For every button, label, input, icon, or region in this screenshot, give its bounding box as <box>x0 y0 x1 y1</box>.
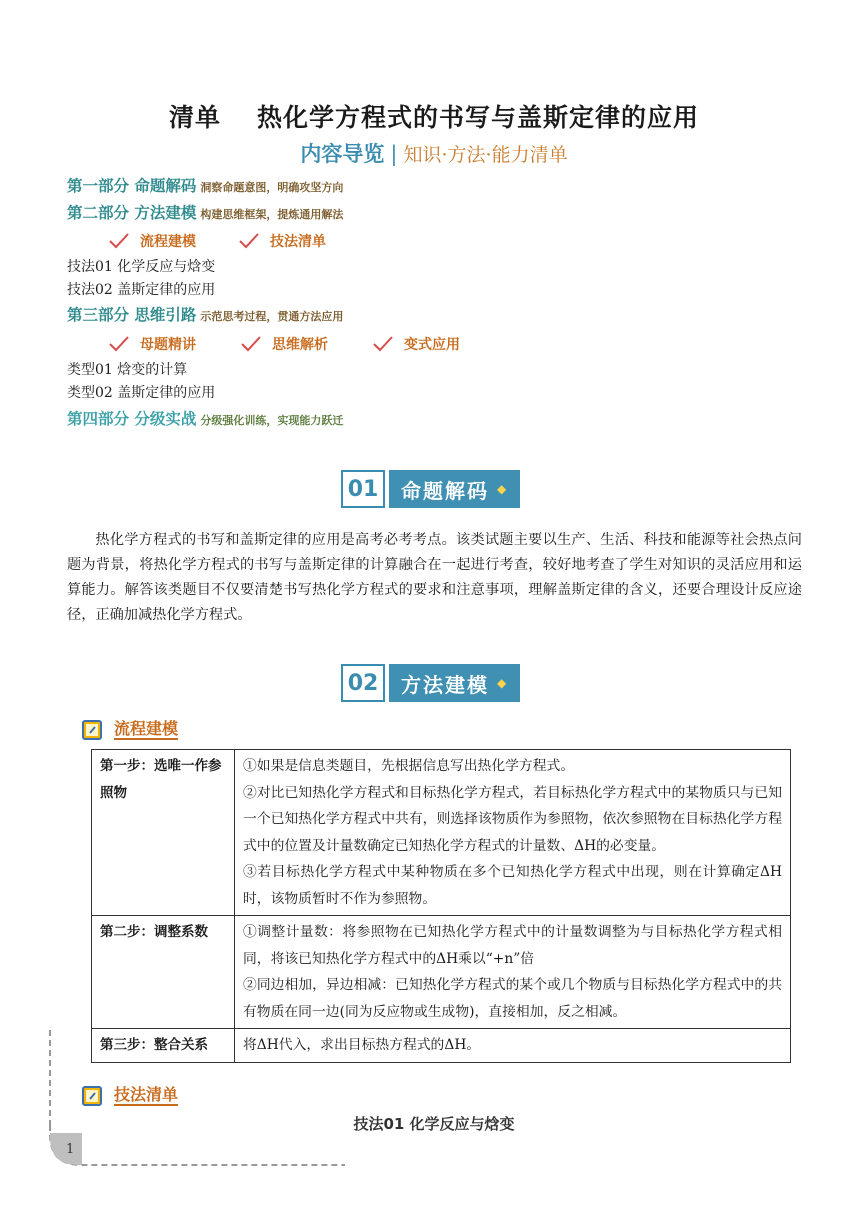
table-row <box>92 916 791 1029</box>
step-cell: 第一步：选唯一作参照物 <box>92 750 235 916</box>
page-number: 1 <box>66 1142 75 1157</box>
notebook-icon <box>80 719 106 741</box>
check-item: 技法清单 <box>238 231 326 251</box>
check-icon <box>372 336 394 352</box>
check-item: 思维解析 <box>240 334 328 354</box>
toc-part-1: 第一部分 命题解码 洞察命题意图，明确攻坚方向 <box>67 177 344 195</box>
techlist-heading: 技法清单 <box>80 1085 178 1107</box>
check-item: 变式应用 <box>372 334 460 354</box>
guide-subtitle: 知识·方法·能力清单 <box>403 144 568 166</box>
flow-table <box>91 749 791 1063</box>
check-icon <box>240 336 262 352</box>
check-item: 流程建模 <box>108 231 196 251</box>
toc-part-2-checks <box>108 231 368 251</box>
flow-heading: 流程建模 <box>80 719 178 741</box>
guide-separator: | <box>390 142 398 166</box>
toc-part-3: 第三部分 思维引路 示范思考过程，贯通方法应用 <box>67 306 344 324</box>
title-left: 清单 <box>168 103 221 132</box>
toc-item: 类型02 盖斯定律的应用 <box>67 385 216 401</box>
diamond-icon: ◆ <box>497 482 509 496</box>
step-cell: 第二步：调整系数 <box>92 916 235 1029</box>
section-badge-01: 01 命题解码 ◆ <box>341 470 520 508</box>
technique-subheading: 技法01 化学反应与焓变 <box>353 1115 515 1133</box>
title-right: 热化学方程式的书写与盖斯定律的应用 <box>257 103 700 132</box>
step-content: ①调整计量数：将参照物在已知热化学方程式中的计量数调整为与目标热化学方程式相同，将该已知热化学方程式中的ΔH乘以“+n”倍 ②同边相加，异边相减：已知热化学方程式的某个或几个物质与目标热化学方程式中的共有物质在同一边(同为反应物或生成物)，直接相加，反之相减。 <box>235 916 791 1029</box>
step-content: ①如果是信息类题目，先根据信息写出热化学方程式。 ②对比已知热化学方程式和目标热化学方程式，若目标热化学方程式中的某物质只与已知一个已知热化学方程式中共有，则选择该物质作为参照物，依次参照物在目标热化学方程式中的位置及计量数确定已知热化学方程式的计量数、ΔH的必变量。 ③若目标热化学方程式中某种物质在多个已知热化学方程式中出现，则在计算确定ΔH时，该物质暂时不作为参照物。 <box>235 750 791 916</box>
toc-part-3-checks <box>108 334 502 354</box>
table-row <box>92 750 791 916</box>
toc-item: 类型01 焓变的计算 <box>67 362 188 378</box>
check-icon <box>108 233 130 249</box>
toc-part-4: 第四部分 分级实战 分级强化训练，实现能力跃迁 <box>67 410 344 428</box>
step-cell: 第三步：整合关系 <box>92 1029 235 1063</box>
diamond-icon: ◆ <box>497 676 509 690</box>
check-icon <box>238 233 260 249</box>
page-title <box>0 98 868 134</box>
toc-item: 技法02 盖斯定律的应用 <box>67 282 216 298</box>
check-icon <box>108 336 130 352</box>
check-item: 母题精讲 <box>108 334 196 354</box>
page-corner-decoration <box>40 1030 360 1180</box>
toc-part-2: 第二部分 方法建模 构建思维框架，提炼通用解法 <box>67 204 344 222</box>
section-badge-02: 02 方法建模 ◆ <box>341 664 520 702</box>
toc-item: 技法01 化学反应与焓变 <box>67 259 216 275</box>
step-content: 将ΔH代入，求出目标热方程式的ΔH。 <box>235 1029 791 1063</box>
guide-title: 内容导览 <box>300 142 385 166</box>
intro-paragraph: 热化学方程式的书写和盖斯定律的应用是高考必考考点。该类试题主要以生产、生活、科技和能源等社会热点问题为背景，将热化学方程式的书写与盖斯定律的计算融合在一起进行考查，较好地考查了学生对知识的灵活应用和运算能力。解答该类题目不仅要清楚书写热化学方程式的要求和注意事项，理解盖斯定律的含义，还要合理设计反应途径，正确加减热化学方程式。 <box>67 532 802 623</box>
content-guide-header <box>0 138 868 168</box>
